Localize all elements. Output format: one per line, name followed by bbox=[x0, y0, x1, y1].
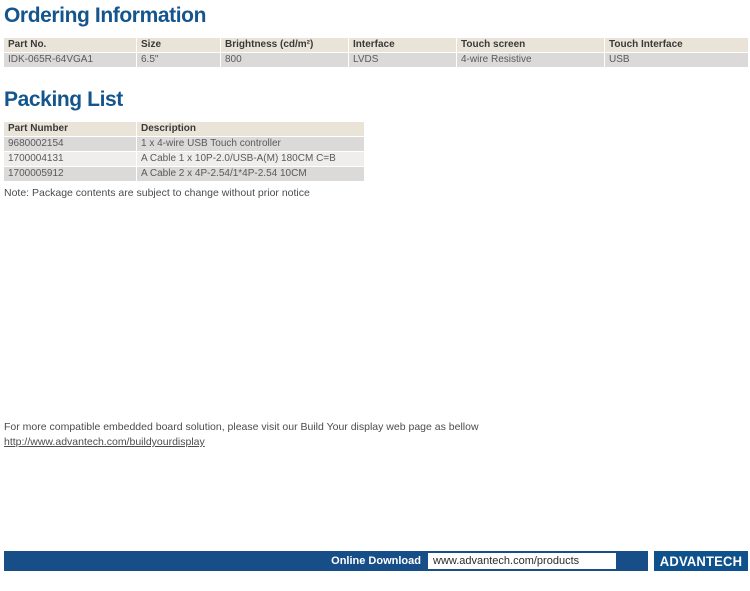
online-download-label: Online Download bbox=[331, 555, 421, 567]
table-header-cell: Size bbox=[136, 38, 220, 52]
ordering-information-title: Ordering Information bbox=[4, 4, 207, 27]
table-cell-description: A Cable 2 x 4P-2.54/1*4P-2.54 10CM bbox=[136, 167, 364, 181]
table-row bbox=[4, 152, 364, 166]
table-header-cell: Description bbox=[136, 122, 364, 136]
table-row bbox=[4, 137, 364, 151]
table-row bbox=[4, 53, 748, 67]
products-url-box[interactable]: www.advantech.com/products bbox=[428, 553, 616, 569]
table-cell-interface: LVDS bbox=[348, 53, 456, 67]
table-cell-part-number: 9680002154 bbox=[8, 138, 64, 149]
table-cell-part-no: IDK-065R-64VGA1 bbox=[8, 54, 94, 65]
table-cell-brightness: 800 bbox=[220, 53, 348, 67]
table-row bbox=[4, 167, 364, 181]
table-cell-size: 6.5" bbox=[136, 53, 220, 67]
online-download-bar bbox=[4, 551, 648, 571]
packing-list-table bbox=[4, 122, 364, 182]
more-info-text: For more compatible embedded board solution, please visit our Build Your display web page as bellow bbox=[4, 421, 479, 433]
table-cell-touch-interface: USB bbox=[604, 53, 748, 67]
packing-list-title: Packing List bbox=[4, 88, 123, 111]
table-header-cell: Touch screen bbox=[456, 38, 604, 52]
advantech-logo bbox=[654, 551, 748, 571]
table-cell-description: 1 x 4-wire USB Touch controller bbox=[136, 137, 364, 151]
table-cell-touch-screen: 4-wire Resistive bbox=[456, 53, 604, 67]
table-header-row bbox=[4, 122, 364, 136]
table-header-cell: Part Number bbox=[8, 123, 69, 134]
table-header-cell: Brightness (cd/m²) bbox=[220, 38, 348, 52]
buildyourdisplay-link[interactable]: http://www.advantech.com/buildyourdisplay bbox=[4, 436, 205, 448]
table-header-cell: Part No. bbox=[8, 39, 47, 50]
table-header-cell: Interface bbox=[348, 38, 456, 52]
table-cell-part-number: 1700005912 bbox=[8, 168, 64, 179]
advantech-logo-text: ADVANTECH bbox=[659, 553, 743, 569]
ordering-information-table bbox=[4, 38, 748, 68]
packing-note: Note: Package contents are subject to change without prior notice bbox=[4, 187, 310, 199]
table-cell-description: A Cable 1 x 10P-2.0/USB-A(M) 180CM C=B bbox=[136, 152, 364, 166]
more-info-block bbox=[4, 420, 479, 450]
table-header-row bbox=[4, 38, 748, 52]
table-header-cell: Touch Interface bbox=[604, 38, 748, 52]
table-cell-part-number: 1700004131 bbox=[8, 153, 64, 164]
